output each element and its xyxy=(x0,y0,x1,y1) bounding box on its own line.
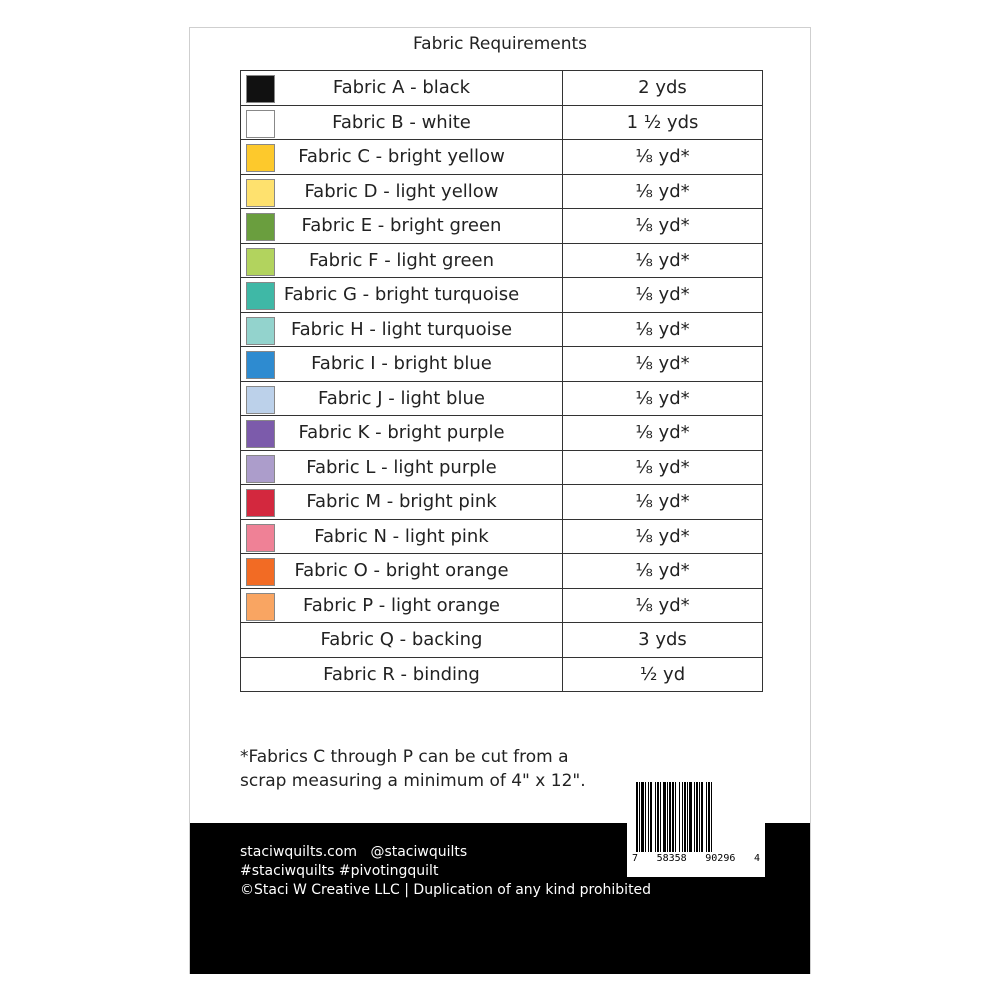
fabric-name-cell xyxy=(241,312,563,347)
color-swatch xyxy=(246,455,275,483)
fabric-name: Fabric F - light green xyxy=(308,249,495,271)
fabric-name: Fabric A - black xyxy=(332,77,471,99)
footer-website: staciwquilts.com xyxy=(240,844,358,860)
barcode-bars xyxy=(636,782,756,852)
color-swatch xyxy=(246,489,275,517)
fabric-quantity: 3 yds xyxy=(563,623,763,658)
fabric-name: Fabric C - bright yellow xyxy=(298,146,505,168)
table-row xyxy=(241,174,763,209)
fabric-name: Fabric Q - backing xyxy=(320,629,483,651)
table-row xyxy=(241,554,763,589)
fabric-quantity: ⅛ yd* xyxy=(563,347,763,382)
fabric-name-cell xyxy=(241,278,563,313)
color-swatch xyxy=(246,248,275,276)
table-row xyxy=(241,209,763,244)
fabric-quantity: ½ yd xyxy=(563,657,763,692)
barcode-bar xyxy=(708,782,710,852)
fabric-quantity: ⅛ yd* xyxy=(563,519,763,554)
table-row xyxy=(241,416,763,451)
fabric-name-cell xyxy=(241,381,563,416)
color-swatch xyxy=(246,282,275,310)
barcode-bar xyxy=(672,782,674,852)
fabric-name: Fabric D - light yellow xyxy=(304,180,499,202)
color-swatch xyxy=(246,110,275,138)
note-line-1: *Fabrics C through P can be cut from a xyxy=(240,747,569,767)
table-row xyxy=(241,623,763,658)
barcode-group-1: 58358 xyxy=(656,853,687,864)
note-line-2: scrap measuring a minimum of 4" x 12". xyxy=(240,771,586,791)
barcode-bar xyxy=(657,782,659,852)
barcode-bar xyxy=(669,782,671,852)
barcode-bar xyxy=(684,782,686,852)
table-row xyxy=(241,71,763,106)
fabric-quantity: ⅛ yd* xyxy=(563,209,763,244)
barcode-bar xyxy=(696,782,698,852)
barcode-digits xyxy=(628,853,764,864)
barcode-digit-left: 7 xyxy=(632,853,639,864)
table-row xyxy=(241,657,763,692)
barcode xyxy=(627,775,765,877)
fabric-name-cell xyxy=(241,140,563,175)
color-swatch xyxy=(246,75,275,103)
fabric-name-cell xyxy=(241,450,563,485)
barcode-bar xyxy=(711,782,712,852)
fabric-quantity: ⅛ yd* xyxy=(563,140,763,175)
table-row xyxy=(241,347,763,382)
cutting-note xyxy=(240,745,620,793)
fabric-quantity: ⅛ yd* xyxy=(563,243,763,278)
barcode-bar xyxy=(660,782,661,852)
fabric-name-cell xyxy=(241,623,563,658)
fabric-name: Fabric I - bright blue xyxy=(311,353,492,375)
fabric-name-cell xyxy=(241,209,563,244)
footer-hashtags: #staciwquilts #pivotingquilt xyxy=(240,863,439,879)
fabric-name-cell xyxy=(241,657,563,692)
barcode-bar xyxy=(639,782,640,852)
fabric-name-cell xyxy=(241,485,563,520)
footer-copyright: ©Staci W Creative LLC | Duplication of any kind prohibited xyxy=(240,882,652,898)
color-swatch xyxy=(246,213,275,241)
barcode-bar xyxy=(650,782,652,852)
fabric-quantity: ⅛ yd* xyxy=(563,554,763,589)
table-row xyxy=(241,278,763,313)
fabric-name: Fabric K - bright purple xyxy=(298,422,505,444)
table-row xyxy=(241,519,763,554)
fabric-name: Fabric M - bright pink xyxy=(306,491,497,513)
fabric-name: Fabric B - white xyxy=(332,111,471,133)
fabric-quantity: ⅛ yd* xyxy=(563,312,763,347)
footer-handle: @staciwquilts xyxy=(370,844,468,860)
table-row xyxy=(241,105,763,140)
fabric-name: Fabric G - bright turquoise xyxy=(283,284,520,306)
color-swatch xyxy=(246,386,275,414)
fabric-name: Fabric J - light blue xyxy=(318,387,485,409)
table-row xyxy=(241,243,763,278)
color-swatch xyxy=(246,524,275,552)
barcode-bar xyxy=(648,782,649,852)
fabric-quantity: ⅛ yd* xyxy=(563,450,763,485)
fabric-name: Fabric P - light orange xyxy=(303,594,500,616)
barcode-bar xyxy=(689,782,692,852)
fabric-quantity: ⅛ yd* xyxy=(563,588,763,623)
fabric-quantity: ⅛ yd* xyxy=(563,416,763,451)
color-swatch xyxy=(246,351,275,379)
barcode-bar xyxy=(682,782,683,852)
color-swatch xyxy=(246,179,275,207)
table-row xyxy=(241,140,763,175)
barcode-bar xyxy=(645,782,646,852)
fabric-name-cell xyxy=(241,519,563,554)
barcode-bar xyxy=(655,782,656,852)
fabric-quantity: ⅛ yd* xyxy=(563,174,763,209)
fabric-requirements-table xyxy=(240,70,763,692)
page-title: Fabric Requirements xyxy=(412,34,588,54)
color-swatch xyxy=(246,593,275,621)
fabric-name-cell xyxy=(241,347,563,382)
fabric-name: Fabric E - bright green xyxy=(301,215,502,237)
barcode-bar xyxy=(687,782,688,852)
barcode-digit-right: 4 xyxy=(753,853,760,864)
barcode-bar xyxy=(679,782,680,852)
fabric-name: Fabric O - bright orange xyxy=(294,560,509,582)
fabric-quantity: ⅛ yd* xyxy=(563,278,763,313)
barcode-bar xyxy=(701,782,703,852)
barcode-bar xyxy=(706,782,707,852)
fabric-name-cell xyxy=(241,105,563,140)
color-swatch xyxy=(246,558,275,586)
fabric-quantity: ⅛ yd* xyxy=(563,381,763,416)
fabric-quantity: 1 ½ yds xyxy=(563,105,763,140)
table-row xyxy=(241,450,763,485)
barcode-bar xyxy=(694,782,695,852)
barcode-bar xyxy=(663,782,666,852)
barcode-bar xyxy=(667,782,668,852)
fabric-name: Fabric L - light purple xyxy=(306,456,497,478)
table-row xyxy=(241,485,763,520)
color-swatch xyxy=(246,420,275,448)
fabric-name-cell xyxy=(241,416,563,451)
barcode-bar xyxy=(699,782,700,852)
fabric-name-cell xyxy=(241,554,563,589)
fabric-quantity: 2 yds xyxy=(563,71,763,106)
table-row xyxy=(241,312,763,347)
barcode-group-2: 90296 xyxy=(705,853,736,864)
fabric-name: Fabric N - light pink xyxy=(314,525,489,547)
fabric-name-cell xyxy=(241,71,563,106)
barcode-bar xyxy=(636,782,638,852)
fabric-name-cell xyxy=(241,243,563,278)
fabric-name-cell xyxy=(241,588,563,623)
pattern-back-cover xyxy=(189,27,811,974)
barcode-bar xyxy=(675,782,676,852)
color-swatch xyxy=(246,144,275,172)
fabric-name: Fabric R - binding xyxy=(323,663,480,685)
table-row xyxy=(241,381,763,416)
fabric-name-cell xyxy=(241,174,563,209)
fabric-quantity: ⅛ yd* xyxy=(563,485,763,520)
barcode-bar xyxy=(641,782,644,852)
color-swatch xyxy=(246,317,275,345)
fabric-name: Fabric H - light turquoise xyxy=(290,318,513,340)
table-row xyxy=(241,588,763,623)
